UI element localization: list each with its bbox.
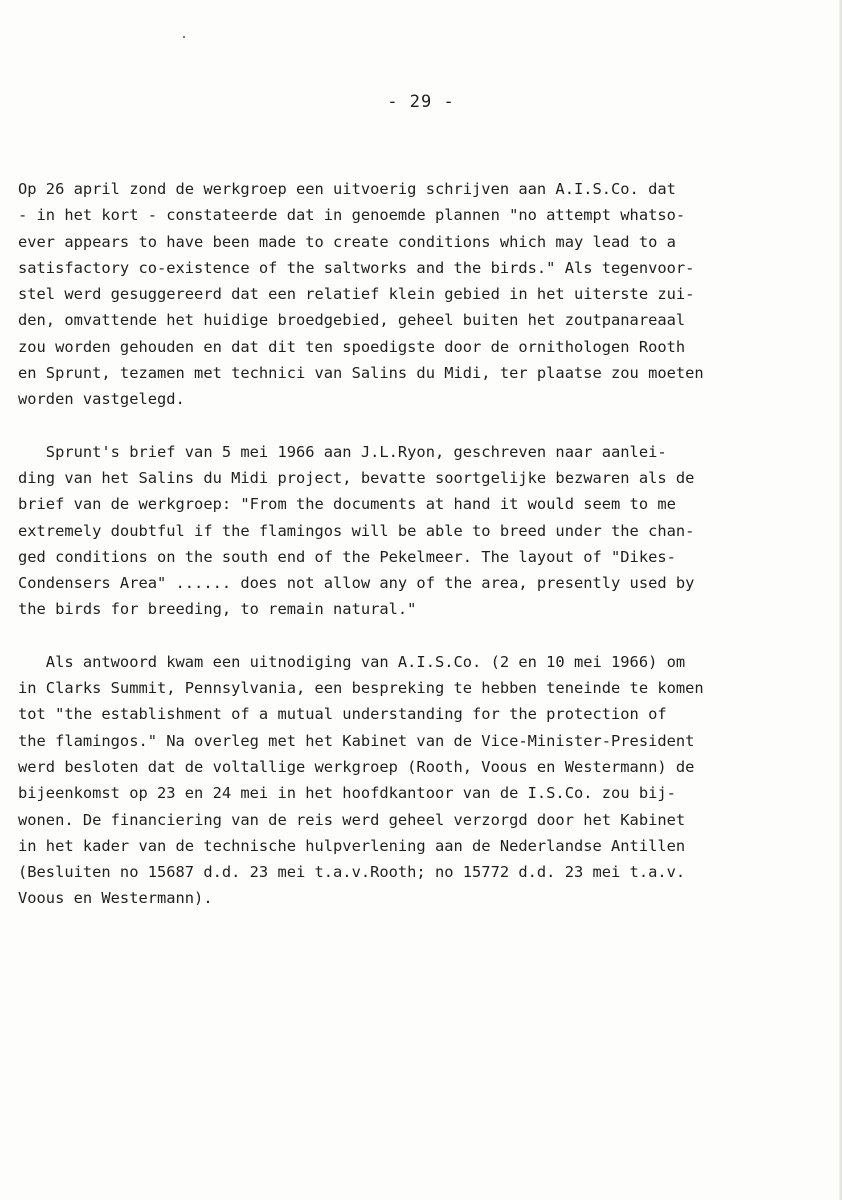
page-number: - 29 - xyxy=(387,92,455,112)
text-line: werd besloten dat de voltallige werkgroep (Rooth, Voous en Westermann) de xyxy=(18,757,695,776)
text-line: Condensers Area" ...... does not allow any of the area, presently used by xyxy=(18,574,695,593)
paragraph-1 xyxy=(18,176,778,413)
text-line: stel werd gesuggereerd dat een relatief klein gebied in het uiterste zui- xyxy=(18,285,695,304)
paragraph-3 xyxy=(18,649,778,912)
text-line: Sprunt's brief van 5 mei 1966 aan J.L.Ryon, geschreven naar aanlei- xyxy=(18,442,667,461)
text-line: extremely doubtful if the flamingos will be able to breed under the chan- xyxy=(18,521,695,540)
text-line: (Besluiten no 15687 d.d. 23 mei t.a.v.Rooth; no 15772 d.d. 23 mei t.a.v. xyxy=(18,863,686,882)
text-line: worden vastgelegd. xyxy=(18,390,185,409)
paragraph-2 xyxy=(18,439,778,623)
text-line: the flamingos." Na overleg met het Kabinet van de Vice-Minister-President xyxy=(18,731,695,750)
text-line: en Sprunt, tezamen met technici van Salins du Midi, ter plaatse zou moeten xyxy=(18,364,704,383)
text-line: brief van de werkgroep: "From the documents at hand it would seem to me xyxy=(18,495,676,514)
text-line: wonen. De financiering van de reis werd geheel verzorgd door het Kabinet xyxy=(18,810,686,829)
document-body xyxy=(18,176,778,938)
text-line: satisfactory co-existence of the saltworks and the birds." Als tegenvoor- xyxy=(18,258,695,277)
text-line: bijeenkomst op 23 en 24 mei in het hoofdkantoor van de I.S.Co. zou bij- xyxy=(18,784,676,803)
text-line: den, omvattende het huidige broedgebied, geheel buiten het zoutpanareaal xyxy=(18,311,686,330)
text-line: - in het kort - constateerde dat in genoemde plannen "no attempt whatso- xyxy=(18,206,686,225)
text-line: Als antwoord kwam een uitnodiging van A.I.S.Co. (2 en 10 mei 1966) om xyxy=(18,652,686,671)
text-line: ding van het Salins du Midi project, bevatte soortgelijke bezwaren als de xyxy=(18,468,695,487)
text-line: zou worden gehouden en dat dit ten spoedigste door de ornithologen Rooth xyxy=(18,337,686,356)
text-line: Voous en Westermann). xyxy=(18,889,213,908)
text-line: in het kader van de technische hulpverlening aan de Nederlandse Antillen xyxy=(18,836,686,855)
text-line: ever appears to have been made to create conditions which may lead to a xyxy=(18,232,676,251)
text-line: in Clarks Summit, Pennsylvania, een bespreking te hebben teneinde te komen xyxy=(18,679,704,698)
text-line: tot "the establishment of a mutual understanding for the protection of xyxy=(18,705,667,724)
text-line: Op 26 april zond de werkgroep een uitvoerig schrijven aan A.I.S.Co. dat xyxy=(18,180,676,198)
text-line: ged conditions on the south end of the Pekelmeer. The layout of "Dikes- xyxy=(18,547,676,566)
paper-speck xyxy=(183,36,185,38)
text-line: the birds for breeding, to remain natural." xyxy=(18,600,417,619)
